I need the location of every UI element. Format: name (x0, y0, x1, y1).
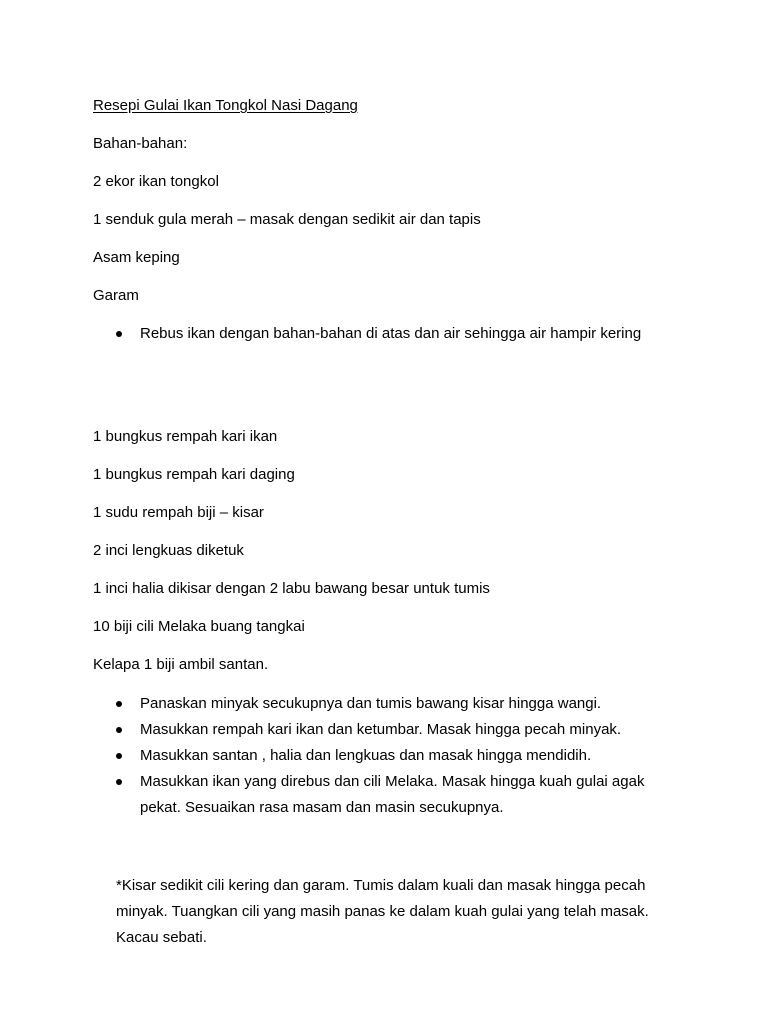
ingredient-item: 1 bungkus rempah kari ikan (93, 428, 278, 445)
ingredients-heading: Bahan-bahan: (93, 135, 188, 152)
ingredient-item: 1 sudu rempah biji – kisar (93, 504, 264, 521)
step-list-2 (116, 691, 686, 821)
bullet-icon (116, 753, 122, 759)
ingredient-item: 1 inci halia dikisar dengan 2 labu bawang besar untuk tumis (93, 580, 490, 597)
ingredient-item: Garam (93, 287, 139, 304)
step-text: Masukkan rempah kari ikan dan ketumbar. Masak hingga pecah minyak. (140, 721, 622, 738)
ingredient-item: 1 senduk gula merah – masak dengan sedikit air dan tapis (93, 211, 481, 228)
bullet-icon (116, 779, 122, 785)
step-text: Rebus ikan dengan bahan-bahan di atas dan air sehingga air hampir kering (140, 325, 642, 342)
ingredient-item: 10 biji cili Melaka buang tangkai (93, 618, 305, 635)
step-item (116, 717, 686, 743)
ingredient-item: 2 inci lengkuas diketuk (93, 542, 244, 559)
step-item (116, 769, 686, 821)
step-item (116, 691, 686, 717)
step-item (116, 321, 656, 347)
ingredient-item: 1 bungkus rempah kari daging (93, 466, 295, 483)
step-text: Masukkan ikan yang direbus dan cili Melaka. Masak hingga kuah gulai agak pekat. Sesuaikan rasa masam dan masin secukupnya. (140, 773, 645, 816)
step-text: Panaskan minyak secukupnya dan tumis bawang kisar hingga wangi. (140, 695, 602, 712)
bullet-icon (116, 701, 122, 707)
bullet-icon (116, 331, 122, 337)
step-text: Masukkan santan , halia dan lengkuas dan masak hingga mendidih. (140, 747, 592, 764)
step-item (116, 743, 686, 769)
ingredient-item: Asam keping (93, 249, 180, 266)
ingredient-item: Kelapa 1 biji ambil santan. (93, 656, 269, 673)
ingredient-item: 2 ekor ikan tongkol (93, 173, 219, 190)
footnote: *Kisar sedikit cili kering dan garam. Tumis dalam kuali dan masak hingga pecah minyak. Tuangkan cili yang masih panas ke dalam kuah gulai yang telah masak. Kacau sebati. (116, 877, 649, 946)
page-title: Resepi Gulai Ikan Tongkol Nasi Dagang (93, 97, 358, 114)
step-list-1 (116, 321, 656, 347)
bullet-icon (116, 727, 122, 733)
